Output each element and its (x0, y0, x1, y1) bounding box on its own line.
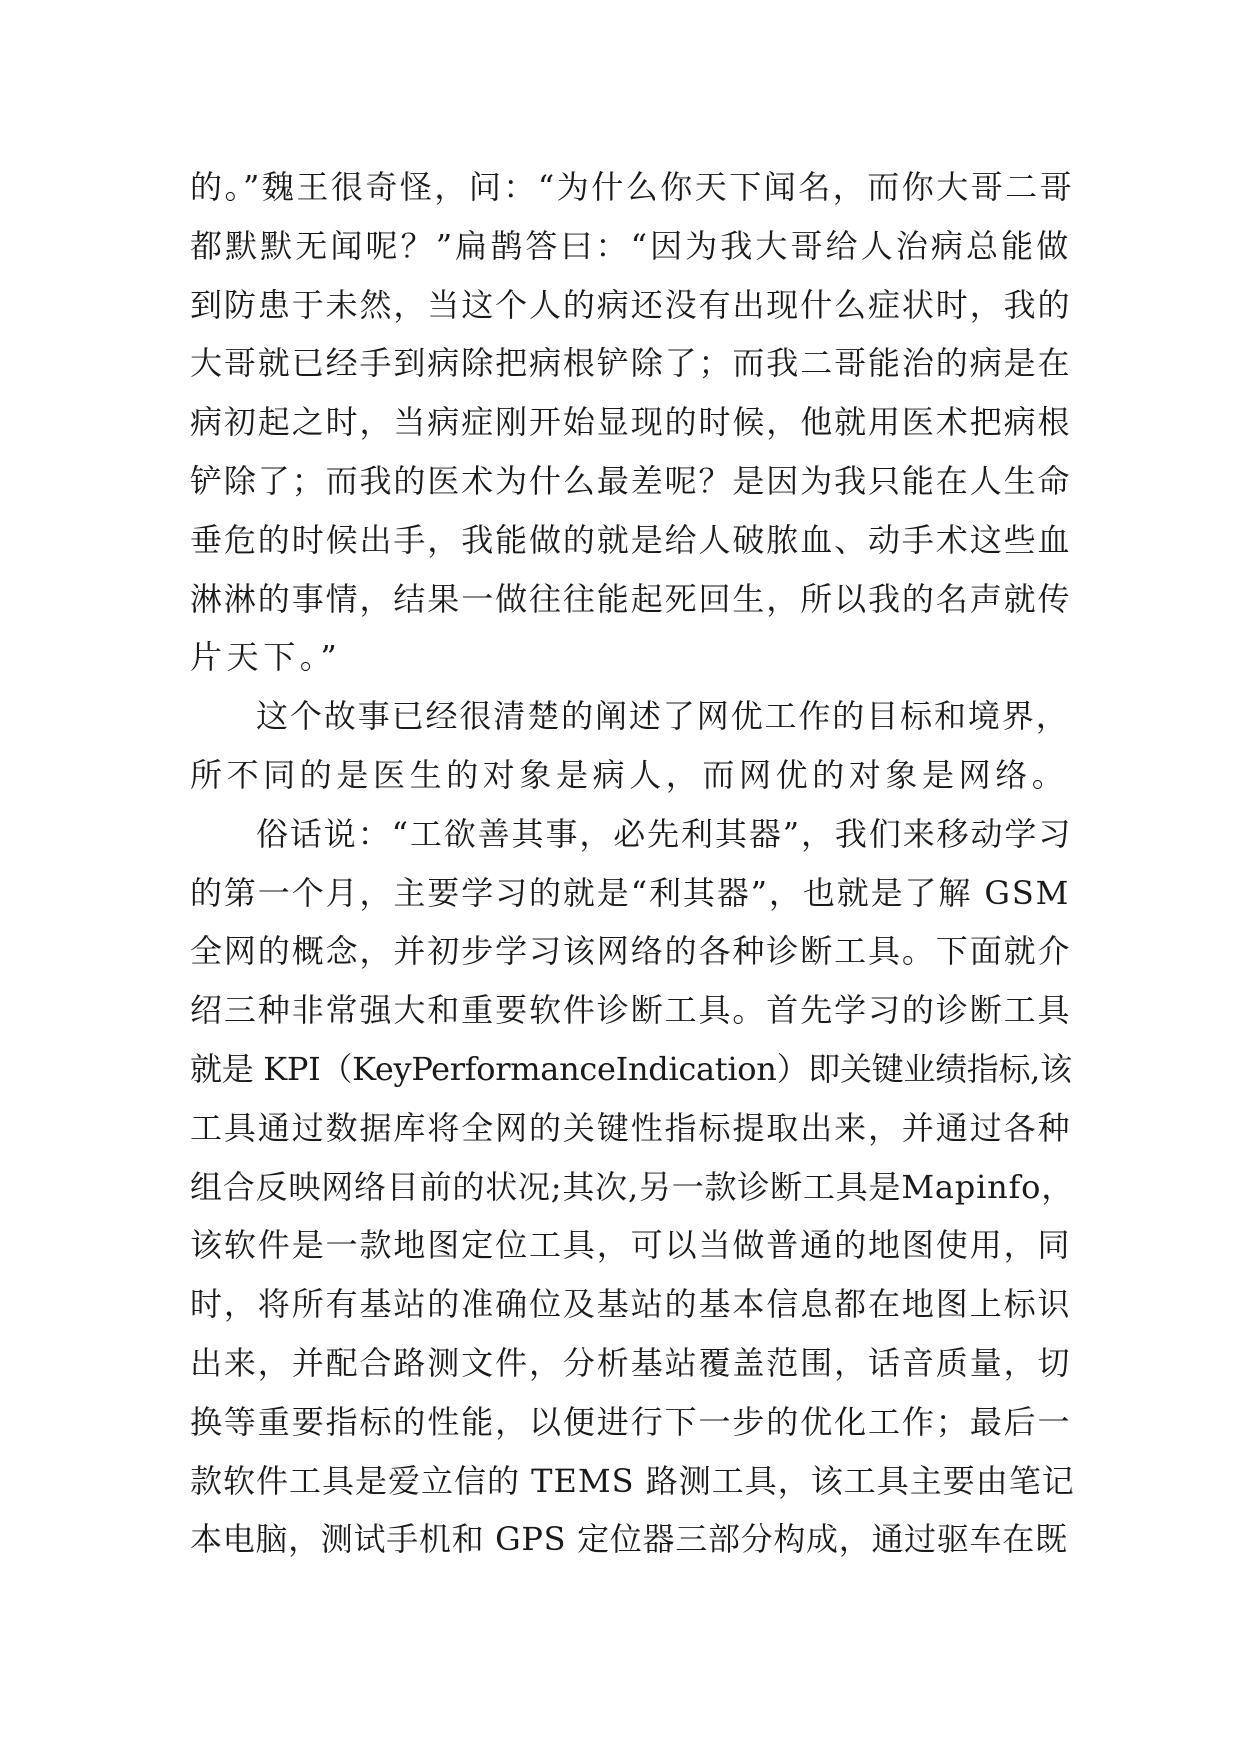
text-line: 俗话说：“工欲善其事，必先利其器”，我们来移动学习 (256, 814, 1073, 853)
text-line: 该软件是一款地图定位工具，可以当做普通的地图使用，同 (190, 1226, 1072, 1265)
text-line: 工具通过数据库将全网的关键性指标提取出来，并通过各种 (190, 1108, 1072, 1147)
text-line: 所不同的是医生的对象是病人，而网优的对象是网络。 (190, 755, 1069, 794)
text-line: 片天下。” (190, 638, 342, 677)
text-line: 就是 KPI（KeyPerformanceIndication）即关键业绩指标,该 (190, 1049, 1072, 1088)
text-line: 铲除了；而我的医术为什么最差呢？是因为我只能在人生命 (190, 461, 1072, 500)
text-line: 都默默无闻呢？”扁鹊答曰：“因为我大哥给人治病总能做 (190, 226, 1072, 265)
paragraph-diagnostic-tools (190, 805, 1075, 1569)
text-line: 换等重要指标的性能，以便进行下一步的优化工作；最后一 (190, 1402, 1072, 1441)
paragraph-story-ending (190, 158, 1075, 687)
text-line: 的第一个月，主要学习的就是“利其器”，也就是了解 GSM (190, 873, 1071, 912)
text-line: 垂危的时候出手，我能做的就是给人破脓血、动手术这些血 (190, 520, 1072, 559)
paragraph-story-moral (190, 687, 1070, 805)
text-line: 大哥就已经手到病除把病根铲除了；而我二哥能治的病是在 (190, 344, 1072, 383)
text-line: 出来，并配合路测文件，分析基站覆盖范围，话音质量，切 (190, 1343, 1072, 1382)
document-body (190, 158, 1075, 1569)
text-line: 的。”魏王很奇怪，问：“为什么你天下闻名，而你大哥二哥 (190, 168, 1075, 206)
text-line: 到防患于未然，当这个人的病还没有出现什么症状时，我的 (190, 285, 1072, 324)
text-line: 全网的概念，并初步学习该网络的各种诊断工具。下面就介 (190, 932, 1072, 971)
text-line: 这个故事已经很清楚的阐述了网优工作的目标和境界， (256, 697, 1070, 736)
text-line: 时，将所有基站的准确位及基站的基本信息都在地图上标识 (190, 1285, 1072, 1324)
text-line: 淋淋的事情，结果一做往往能起死回生，所以我的名声就传 (190, 579, 1072, 618)
text-line: 绍三种非常强大和重要软件诊断工具。首先学习的诊断工具 (190, 991, 1072, 1030)
text-line: 本电脑，测试手机和 GPS 定位器三部分构成，通过驱车在既 (190, 1520, 1068, 1559)
text-line: 款软件工具是爱立信的 TEMS 路测工具，该工具主要由笔记 (190, 1461, 1075, 1500)
text-line: 组合反映网络目前的状况;其次,另一款诊断工具是Mapinfo， (190, 1167, 1075, 1206)
text-line: 病初起之时，当病症刚开始显现的时候，他就用医术把病根 (190, 403, 1072, 442)
